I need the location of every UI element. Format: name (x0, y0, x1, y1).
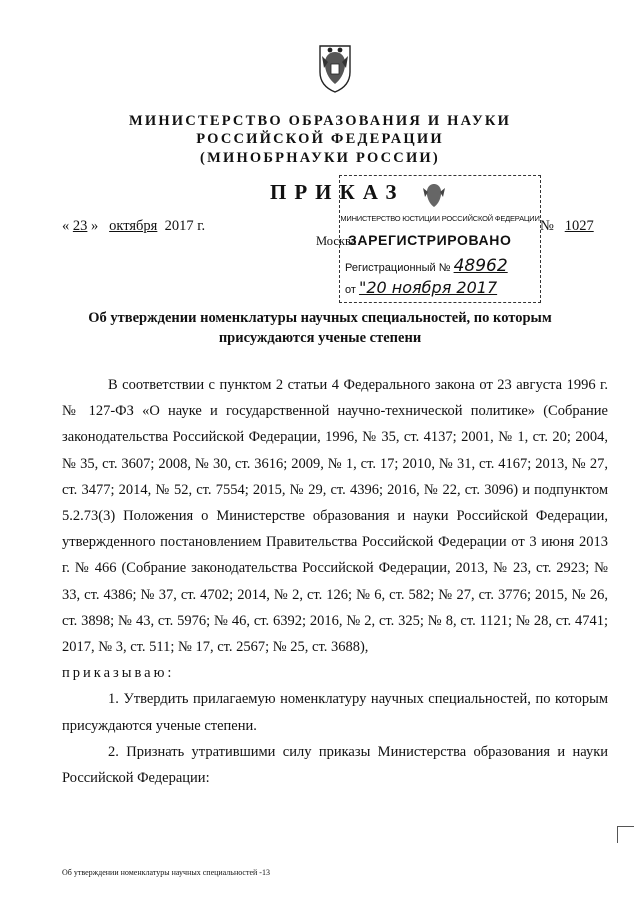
subject-line1: Об утверждении номенклатуры научных специальностей, по которым (88, 310, 552, 326)
order-day: 23 (72, 218, 88, 234)
order-directive: приказываю: (62, 665, 175, 682)
order-date (62, 218, 205, 235)
order-title: ПРИКАЗ (270, 180, 405, 204)
stamp-emblem-icon (420, 180, 448, 210)
registration-stamp (339, 175, 541, 303)
page-footer: Об утверждении номенклатуры научных специальностей -13 (62, 868, 270, 877)
stamp-organization: МИНИСТЕРСТВО ЮСТИЦИИ РОССИЙСКОЙ ФЕДЕРАЦИИ (340, 214, 540, 223)
order-year: 2017 г. (164, 218, 206, 234)
stamp-reg-label: Регистрационный № (345, 262, 451, 274)
day-close-quote: » (91, 218, 99, 234)
subject-line2: присуждаются ученые степени (218, 330, 422, 346)
order-number-value: 1027 (564, 218, 594, 234)
order-city: Москва (316, 234, 357, 248)
preamble-paragraph: В соответствии с пунктом 2 статьи 4 Федерального закона от 23 августа 1996 г. № 127-ФЗ «О науке и государственной научно-технической политике» (Собрание законодательства Российской Федерации, 1996, № 35, ст. 4137; 2001, № 1, ст. 20; 2004, № 35, ст. 3607; 2008, № 30, ст. 3616; 2009, № 1, ст. 17; 2010, № 31, ст. 4167; 2013, № 27, ст. 3477; 2014, № 52, ст. 7554; 2015, № 29, ст. 4396; 2016, № 22, ст. 3096) и подпунктом 5.2.73(3) Положения о Министерстве образования и науки Российской Федерации, утвержденного постановлением Правительства Российской Федерации от 3 июня 2013 г. № 466 (Собрание законодательства Российской Федерации, 2013, № 23, ст. 2923; № 33, ст. 4386; № 37, ст. 4702; 2014, № 2, ст. 126; № 6, ст. 582; № 27, ст. 3776; 2015, № 26, ст. 3898; № 43, ст. 5976; № 46, ст. 6392; 2016, № 2, ст. 325; № 8, ст. 1121; № 28, ст. 4741; 2017, № 3, ст. 511; № 17, ст. 2567; № 25, ст. 3688), (62, 377, 608, 656)
stamp-reg-number: 48962 (453, 256, 508, 276)
stamp-registered: ЗАРЕГИСТРИРОВАНО (348, 232, 512, 248)
order-subject (0, 308, 640, 348)
ministry-name-line2: РОССИЙСКОЙ ФЕДЕРАЦИИ (196, 131, 444, 147)
stamp-date-line (345, 278, 497, 297)
day-open-quote: « (62, 218, 70, 234)
order-body (62, 372, 608, 791)
stamp-date-label: от (345, 284, 356, 296)
order-month: октября (109, 218, 158, 234)
stamp-registration-number-line (345, 256, 508, 276)
number-sign: № (540, 218, 554, 234)
ministry-name-line1: МИНИСТЕРСТВО ОБРАЗОВАНИЯ И НАУКИ (128, 113, 512, 129)
order-item-2: 2. Признать утратившими силу приказы Министерства образования и науки Российской Федерации: (62, 743, 608, 787)
state-emblem-icon (310, 38, 360, 94)
ministry-abbreviation: (МИНОБРНАУКИ РОССИИ) (200, 150, 440, 166)
order-item-1: 1. Утвердить прилагаемую номенклатуру научных специальностей, по которым присуждаются ученые степени. (62, 691, 608, 734)
scan-corner-mark (617, 826, 634, 843)
order-number (540, 218, 594, 235)
stamp-date-value: "20 ноября 2017 (358, 278, 498, 297)
